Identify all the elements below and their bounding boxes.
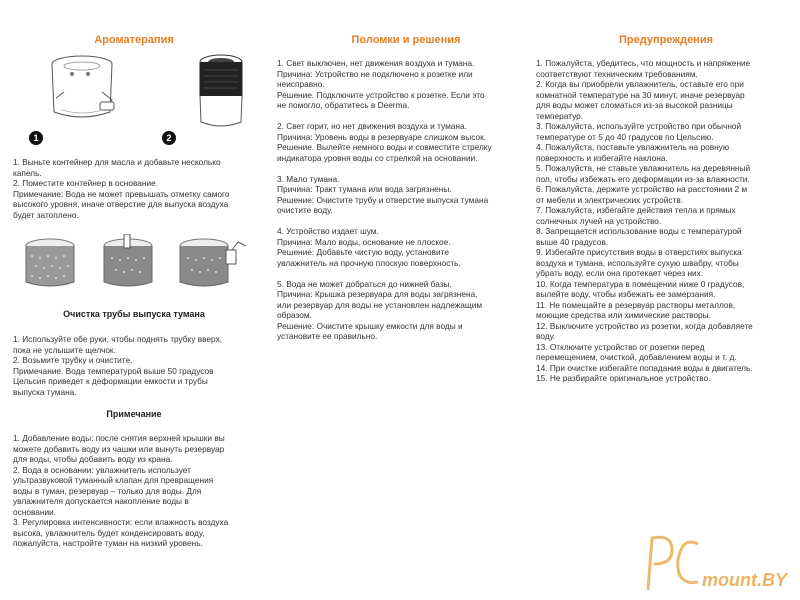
cleaning-illustration-1 [22,236,78,292]
warnings-title: Предупреждения [618,34,714,46]
cleaning-steps: 1. Используйте обе руки, чтобы поднять трубку вверх, пока не услышите щелчок. 2. Возьмите трубку и очистите. Примечание. Вода температурой выше 50 градусов Цельсия приведет к деформации емкости и трубы выпуска тумана. [13,334,223,397]
warnings-column [532,0,800,600]
note-title: Примечание [106,409,162,419]
troubleshooting-title: Поломки и решения [351,34,461,46]
svg-text:mount.BY: mount.BY [702,570,787,590]
humidifier-assembled-illustration [196,52,246,132]
cleaning-title: Очистка трубы выпуска тумана [63,309,205,319]
cleaning-illustration-2 [100,234,156,292]
aromatherapy-column [0,0,268,600]
step-1-badge: 1 [29,131,43,145]
aromatherapy-steps: 1. Выньте контейнер для масла и добавьте несколько капель. 2. Поместите контейнер в основание. Примечание: Вода не может превышать отметку самого высокого уровня, иначе отверстие для выпуска воздуха будет затоплено. [13,157,230,220]
pcmount-watermark-logo [642,530,792,596]
cleaning-illustration-3 [176,234,250,292]
note-text: 1. Добавление воды: после снятия верхней крышки вы можете добавить воду из чашки или вынуть резервуар для воды, чтобы добавить воду из крана. 2. Вода в основании: увлажнитель использует ультразвуковой туманный клапан для превращения воды в туман, резервуар – только для воды. Для увлажнителя допускается накопление воды в основании. 3. Регулировка интенсивности: если влажность воздуха высока, увлажнитель будет конденсировать воду, пожалуйста, настройте туман на низкий уровень. [13,433,229,548]
aromatherapy-title: Ароматерапия [94,34,174,46]
troubleshooting-text: 1. Свет выключен, нет движения воздуха и тумана. Причина: Устройство не подключено к розетке или неисправно. Решение. Подключите устройство к розетке. Если это не помогло, обратитесь в Deerma. 2. Свет горит, но нет движения воздуха и тумана. Причина: Уровень воды в резервуаре слишком высок. Решение. Вылейте немного воды и совместите стрелку индикатора уровня воды со стрелкой на основании. 3. Мало тумана. Причина: Тракт тумана или вода загрязнены. Решение: Очистите трубу и отверстие выпуска тумана очистите воду. 4. Устройство издает шум. Причина: Мало воды, основание не плоское. Решение: Добавьте чистую воду, установите увлажнитель на прочную плоскую поверхность. 5. Вода не может добраться до нижней базы. Причина: Крышка резервуара для воды загрязнена, или резервуар для воды не установлен надлежащим образом. Решение: Очистите крышку емкости для воды и установите ее правильно. [277,58,492,341]
troubleshooting-column [268,0,544,600]
warnings-text: 1. Пожалуйста, убедитесь, что мощность и напряжение соответствуют техническим требованиям. 2. Когда вы приобрели увлажнитель, оставьте его при комнатной температуре на 30 минут, иначе резервуар для воды может сломаться из-за высокой разницы температур. 3. Пожалуйста, используйте устройство при обычной температуре от 5 до 40 градусов по Цельсию. 4. Пожалуйста, поставьте увлажнитель на ровную поверхность и избегайте наклона. 5. Пожалуйста, не ставьте увлажнитель на деревянный пол, чтобы избежать его деформации из-за влажности. 6. Пожалуйста, держите устройство на расстоянии 2 м от мебели и электрических устройств. 7. Пожалуйста, избегайте действия тепла и прямых солнечных лучей на устройство. 8. Запрещается использование воды с температурой выше 40 градусов. 9. Избегайте присутствия воды в отверстиях выпуска воздуха и тумана, используйте сухую швабру, чтобы убрать воду, если она протекает через них. 10. Когда температура в помещении ниже 0 градусов, вылейте воду, чтобы избежать ее замерзания. 11. Не помещайте в резервуар растворы металлов, моющие средства или химические растворы. 12. Выключите устройство из розетки, когда добавляете воду. 13. Отключите устройство от розетки перед перемещением, очисткой, добавлением воды и т. д. 14. При очистке избегайте попадания воды в двигатель. 15. Не разбирайте оригинальное устройство. [536,58,753,383]
step-2-badge: 2 [162,131,176,145]
oil-container-illustration [42,52,132,136]
